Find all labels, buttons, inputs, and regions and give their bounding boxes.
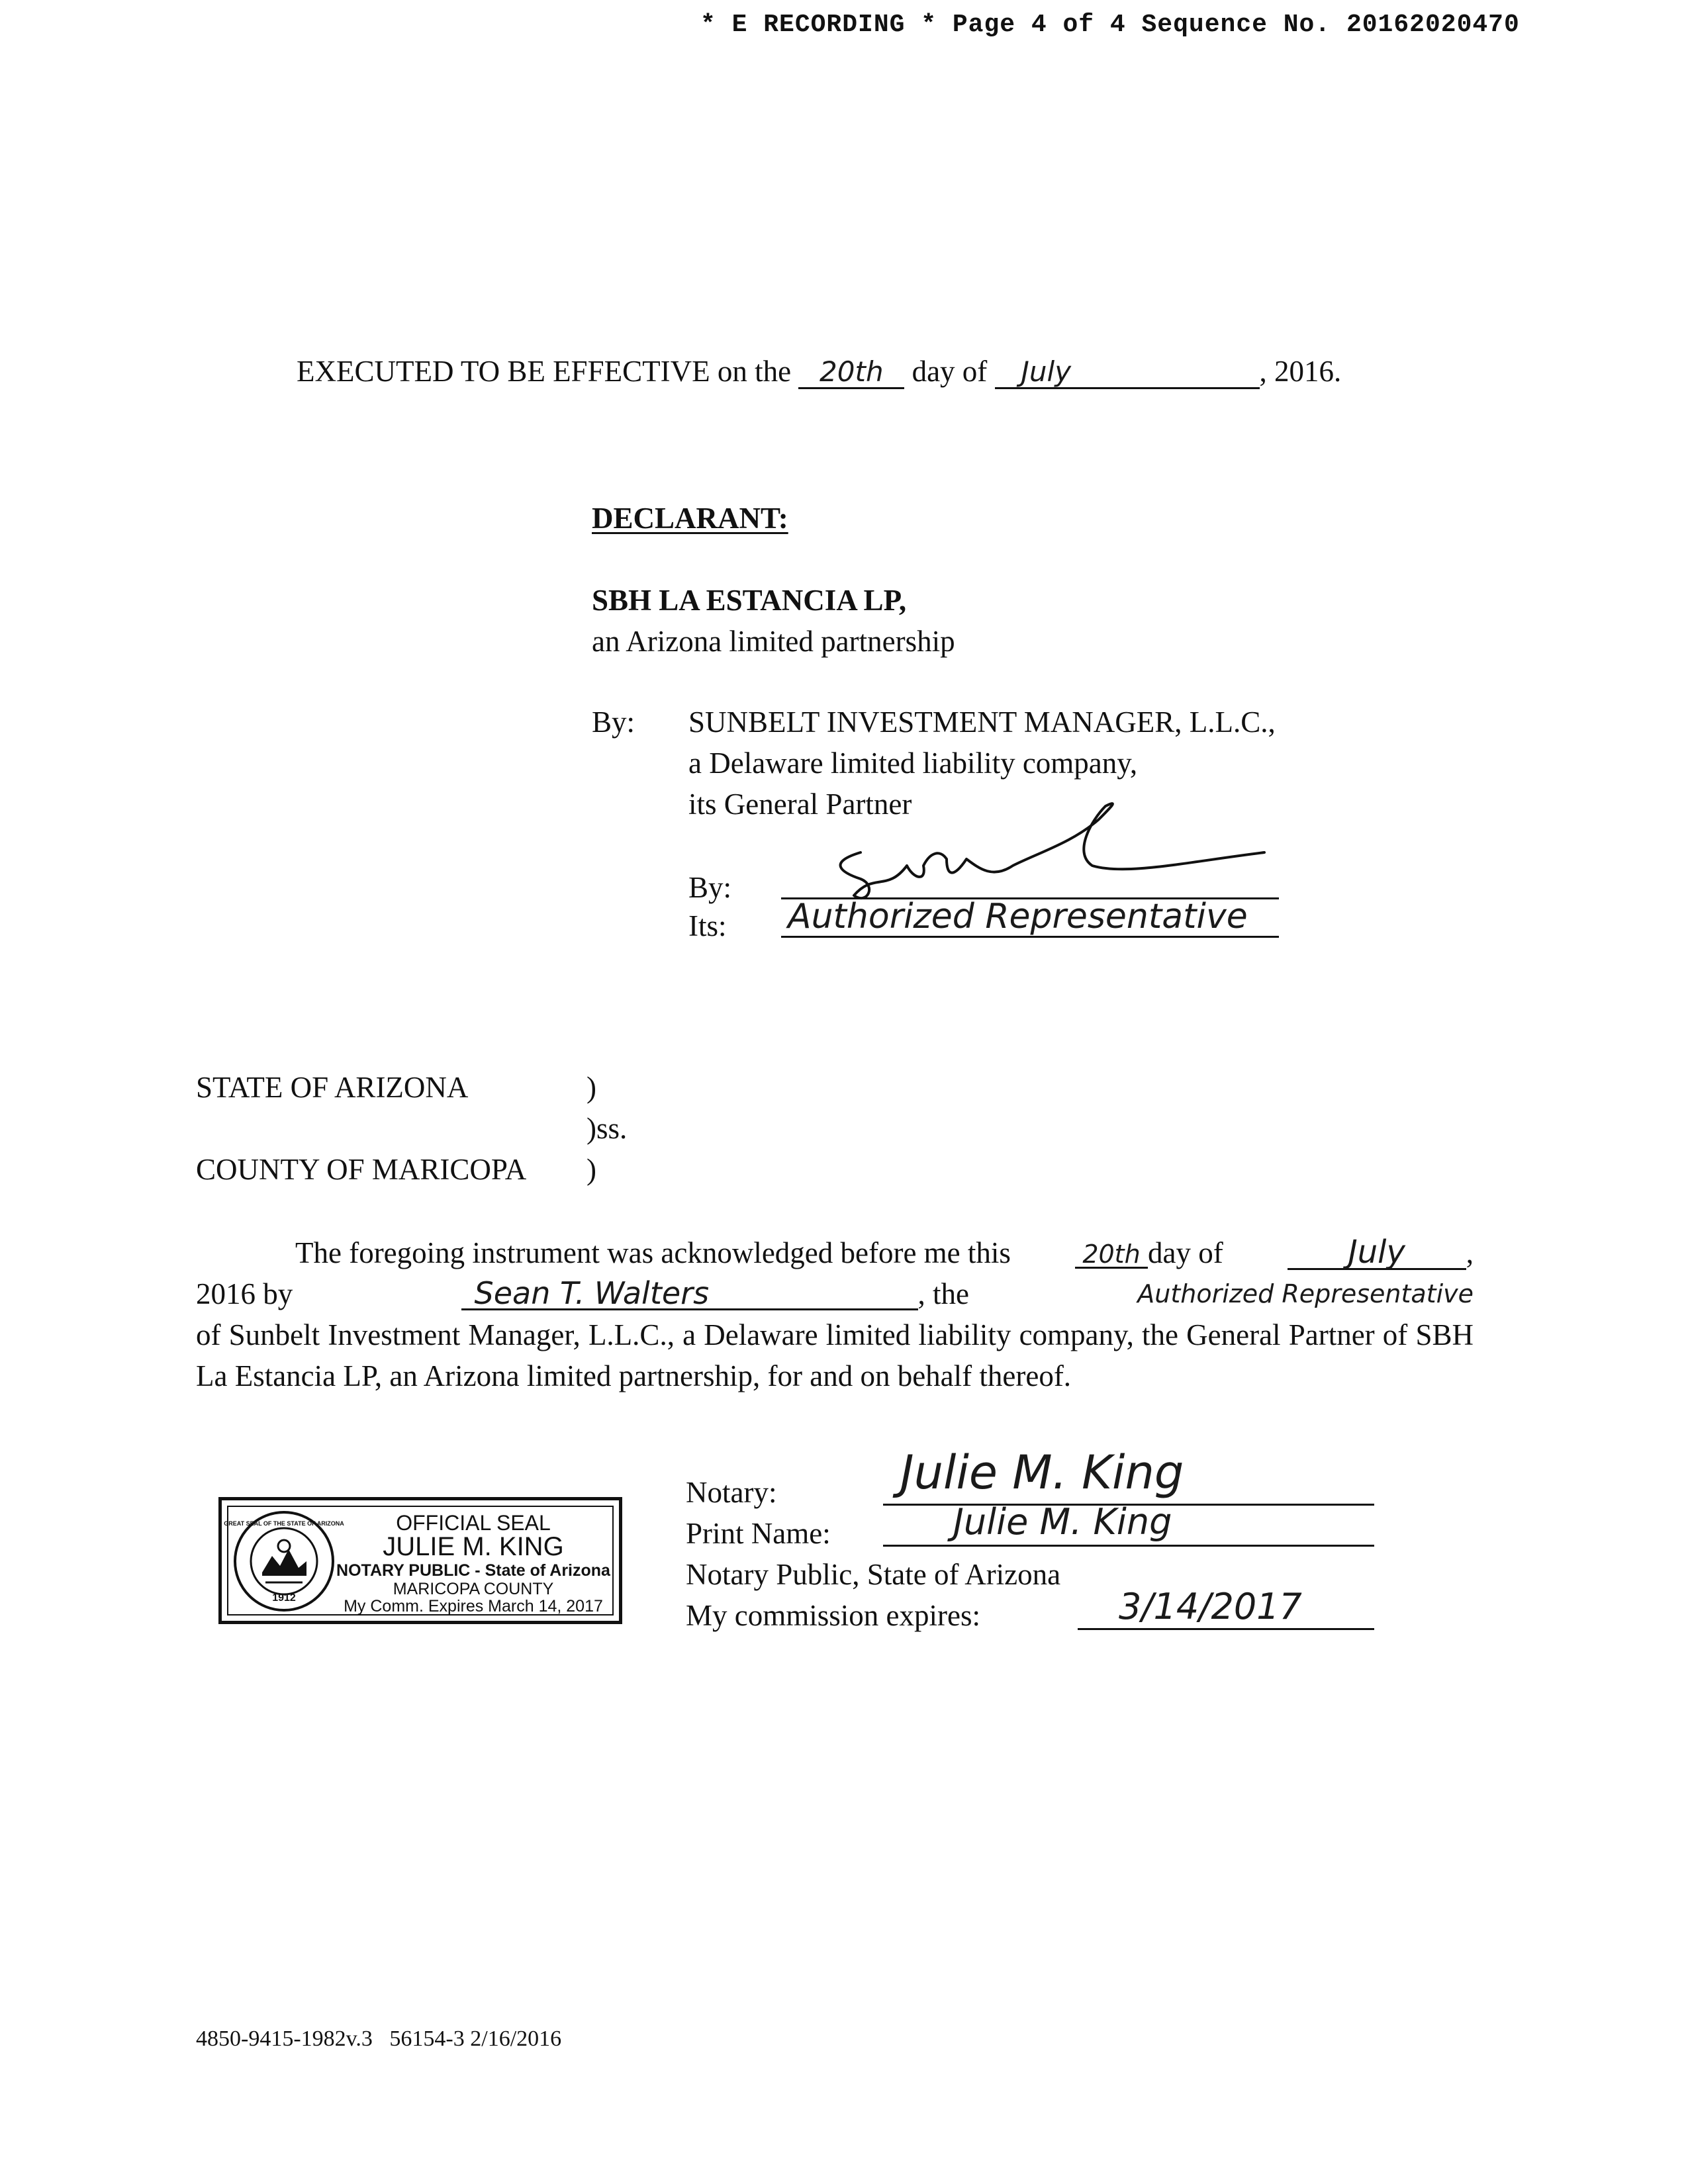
- declarant-entity-name: SBH LA ESTANCIA LP,: [592, 584, 907, 617]
- manager-role: its General Partner: [688, 788, 912, 821]
- venue-county: COUNTY OF MARICOPA: [196, 1153, 527, 1186]
- arizona-state-seal-emblem: [224, 1510, 344, 1613]
- manager-desc: a Delaware limited liability company,: [688, 747, 1138, 780]
- print-name-label: Print Name:: [686, 1517, 831, 1550]
- declarant-signature: [814, 780, 1278, 912]
- venue-paren-3: ): [586, 1153, 596, 1186]
- declarant-entity-desc: an Arizona limited partnership: [592, 625, 955, 658]
- seal-line-2: JULIE M. KING: [383, 1532, 564, 1561]
- acknowledgment-paragraph: [196, 1232, 1474, 1396]
- notary-seal-stamp: [218, 1497, 622, 1624]
- seal-emblem-year: 1912: [272, 1592, 296, 1604]
- executed-line: [297, 351, 1341, 392]
- venue-ss: )ss.: [586, 1112, 628, 1145]
- print-name-line: [883, 1545, 1374, 1547]
- notary-label: Notary:: [686, 1476, 777, 1509]
- expires-handwritten: 3/14/2017: [1119, 1586, 1302, 1627]
- declarant-by-label: By:: [592, 705, 635, 739]
- seal-emblem-text: GREAT SEAL OF THE STATE OF ARIZONA: [224, 1520, 344, 1527]
- footer-doc-id: 4850-9415-1982v.3 56154-3 2/16/2016: [196, 2026, 562, 2051]
- ack-text-2: day of: [1147, 1236, 1223, 1269]
- seal-line-1: OFFICIAL SEAL: [396, 1511, 551, 1535]
- venue-paren-1: ): [586, 1071, 596, 1104]
- executed-month-field: July: [995, 357, 1260, 389]
- executed-suffix: , 2016.: [1259, 355, 1342, 388]
- ack-name-field: Sean T. Walters: [461, 1278, 918, 1310]
- notary-signature: Julie M. King: [900, 1445, 1184, 1500]
- seal-line-3: NOTARY PUBLIC - State of Arizona: [336, 1561, 610, 1580]
- ack-title-field: Authorized Representative: [1137, 1279, 1474, 1308]
- ack-line-1: [196, 1232, 1474, 1273]
- its-handwritten: Authorized Representative: [788, 897, 1248, 936]
- expires-line: [1078, 1628, 1374, 1630]
- its-label: Its:: [688, 909, 727, 942]
- recording-header: * E RECORDING * Page 4 of 4 Sequence No. 20162020470: [700, 11, 1520, 39]
- declarant-heading: DECLARANT:: [592, 502, 788, 535]
- ack-line-2: [196, 1273, 1474, 1314]
- ack-text-1: The foregoing instrument was acknowledged before me this: [295, 1236, 1011, 1269]
- manager-name: SUNBELT INVESTMENT MANAGER, L.L.C.,: [688, 705, 1276, 739]
- ack-text-5: , the: [917, 1277, 970, 1310]
- print-name-handwritten: Julie M. King: [953, 1501, 1172, 1543]
- ack-month-field: July: [1288, 1236, 1466, 1270]
- ack-text-4: 2016 by: [196, 1277, 293, 1310]
- ack-text-6: of Sunbelt Investment Manager, L.L.C., a Delaware limited liability company, the General Partner of SBH La Estancia LP, an Arizona limited partnership, for and on behalf thereof.: [196, 1318, 1474, 1392]
- expires-label: My commission expires:: [686, 1599, 980, 1632]
- executed-prefix: EXECUTED TO BE EFFECTIVE on the: [297, 355, 792, 388]
- ack-text-3: ,: [1466, 1236, 1474, 1269]
- notary-public-line: Notary Public, State of Arizona: [686, 1558, 1061, 1591]
- venue-state: STATE OF ARIZONA: [196, 1071, 469, 1104]
- seal-line-4: MARICOPA COUNTY: [393, 1580, 554, 1598]
- seal-line-5: My Comm. Expires March 14, 2017: [344, 1597, 603, 1615]
- signature-by-label: By:: [688, 871, 732, 904]
- ack-day-field: 20th: [1075, 1242, 1148, 1269]
- executed-mid: day of: [912, 355, 988, 388]
- executed-day-field: 20th: [798, 357, 904, 389]
